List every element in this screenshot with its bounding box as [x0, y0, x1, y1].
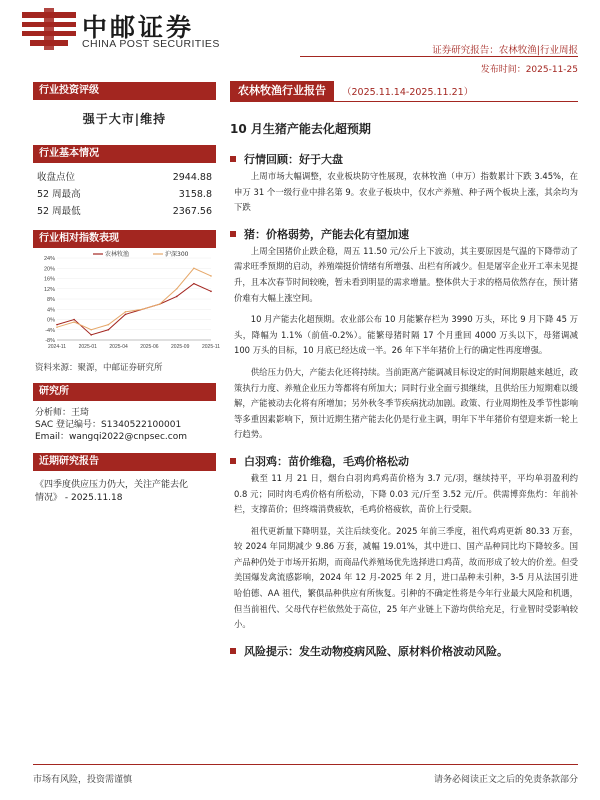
paragraph: 上周市场大幅调整，农业板块防守性展现，农林牧渔（申万）指数累计下跌 3.45%，在申万 31 个一级行业中排名第 9。农业子板块中，仅水产养殖、种子两个板块上涨，其余均为下跌 [234, 171, 578, 213]
section-bullet-icon [230, 458, 236, 464]
data-point [210, 275, 212, 277]
report-header [0, 0, 600, 80]
footer-disclaimer: 请务必阅读正文之后的免责条款部分 [433, 775, 578, 785]
x-tick-label: 2025-01 [78, 344, 97, 350]
document-title: 10 月生猪产能去化超预期 [230, 122, 371, 136]
section-risk [230, 643, 578, 659]
basics-row: 收盘点位 2944.88 [37, 172, 212, 183]
paragraph: 截至 11 月 21 日，烟台白羽肉鸡鸡苗价格为 3.7 元/羽，继续持平，平均单羽盈利约 0.8 元；同时肉毛鸡价格有所松动，下降 0.03 元/斤至 3.52 元/斤。供需博弈焦灼：年前补栏，支撑苗价；但终端消费疲软，毛鸡价格疲软，苗价上行受限。 [234, 472, 578, 515]
x-tick-label: 2025-06 [140, 344, 159, 350]
footer-risk-note: 市场有风险，投资需谨慎 [33, 775, 133, 785]
data-point [125, 314, 127, 316]
banner-date-range: （2025.11.14-2025.11.21） [342, 87, 474, 98]
x-tick-label: 2025-09 [171, 344, 190, 350]
section-heading: 风险提示：发生动物疫病风险、原材料价格波动风险。 [244, 644, 508, 658]
main-content [230, 82, 578, 659]
basics-row: 52 周最高 3158.8 [37, 189, 212, 200]
x-tick-label: 2025-11 [202, 344, 220, 350]
recent-heading: 近期研究报告 [33, 453, 216, 471]
data-point [176, 296, 178, 298]
section-hog [230, 226, 578, 443]
data-point [193, 267, 195, 269]
y-tick-label: -4% [45, 327, 55, 334]
y-tick-label: 8% [47, 297, 55, 303]
publish-date: 发布时间：2025-11-25 [480, 65, 578, 75]
brand-name-en: CHINA POST SECURITIES [82, 38, 220, 50]
data-point [159, 303, 161, 305]
section-bullet-icon [230, 156, 236, 162]
section-broiler [230, 453, 578, 633]
paragraph: 10 月产能去化超预期。农业部公布 10 月能繁存栏为 3990 万头，环比 9 月下降 45 万头，降幅为 1.1%（前值-0.2%）。能繁母猪时隔 17 个月重回 4000 万头以下，母猪调减 100 万头的目标，10 月底已经达成一半。26 年下半年猪价上行的确定性再度增强。 [234, 314, 578, 356]
basics-table [33, 169, 216, 220]
data-point [73, 319, 75, 321]
report-type: 证券研究报告：农林牧渔|行业周报 [432, 45, 578, 56]
analyst-name: 分析师：王琦 [35, 408, 90, 418]
data-point [210, 291, 212, 293]
sidebar [33, 82, 220, 505]
data-point [176, 288, 178, 290]
x-tick-label: 2024-11 [48, 344, 66, 350]
header-divider [300, 56, 578, 57]
data-point [108, 324, 110, 326]
industry-rating: 强于大市|维持 [82, 112, 167, 126]
report-banner [230, 82, 578, 102]
analyst-email[interactable]: Email：wangqi2022@cnpsec.com [35, 432, 188, 442]
data-point [73, 321, 75, 323]
data-point [108, 329, 110, 331]
rating-heading: 行业投资评级 [33, 82, 216, 100]
legend-label: 沪深300 [165, 251, 189, 258]
recent-report[interactable]: 《四季度供应压力仍大，关注产能去化 情况》 - 2025.11.18 [35, 480, 189, 503]
legend-label: 农林牧渔 [105, 251, 130, 258]
analyst-heading: 研究所 [33, 383, 216, 401]
basics-row: 52 周最低 2367.56 [37, 206, 212, 217]
section-market-review [230, 151, 578, 216]
analyst-info [33, 407, 216, 443]
data-point [56, 326, 58, 328]
paragraph: 供给压力仍大，产能去化还将持续。当前距离产能调减目标设定的时间期限越来越近，政策执行力度、养殖企业压力等都将有所加大；同时行业全面亏损继续，且供给压力短期难以缓解，产能被动去化将有所增加；另外秋冬季节疾病扰动加剧。政策、行业周期性及季节性影响等多重因素影响下，预计近期生猪产能去化仍是行业主调，明年下半年猪价有望迎来新一轮上行趋势。 [234, 366, 578, 440]
analyst-sac: SAC 登记编号：S1340522100001 [35, 420, 182, 430]
data-point [142, 308, 144, 310]
section-heading: 猪：价格弱势，产能去化有望加速 [244, 227, 409, 241]
section-bullet-icon [230, 231, 236, 237]
relative-index-chart-svg [33, 248, 220, 353]
banner-title: 农林牧渔行业报告 [230, 81, 334, 101]
y-tick-label: 24% [43, 256, 55, 262]
chart-source: 资料来源：聚源，中邮证券研究所 [35, 363, 163, 373]
y-tick-label: 4% [47, 307, 55, 314]
china-post-logo-icon [22, 8, 76, 50]
data-point [125, 311, 127, 313]
chart-heading: 行业相对指数表现 [33, 230, 216, 248]
section-heading: 白羽鸡：苗价维稳，毛鸡价格松动 [244, 454, 409, 468]
brand-name: 中邮证券 [82, 13, 195, 42]
report-footer [0, 764, 600, 800]
y-tick-label: -8% [45, 338, 55, 344]
section-bullet-icon [230, 648, 236, 654]
data-point [90, 334, 92, 336]
paragraph: 祖代更新量下降明显，关注后续变化。2025 年前三季度，祖代鸡鸡更新 80.33 万套，较 2024 年同期减少 9.86 万套，减幅 19.01%，其中进口、国产品种同比均下降较多。国产品种仍处于市场开拓期，而商品代养殖场优先选择进口鸡苗，故而形成了较大的价差。但受美国爆发禽流感影响，2024 年 12 月-2025 年 2 月，进口品种未引种，3-5 月从法国引进哈伯德、AA 祖代，繁俱品种供应有所恢复。引种的不确定性将是今年行业最大风险和机遇，但当前祖代、父母代存栏依然处于高位，25 年产业链上下游均供给充足，行业智时受影响较小。 [234, 525, 578, 630]
footer-divider [33, 764, 578, 765]
y-tick-label: 16% [43, 276, 55, 283]
data-point [90, 329, 92, 331]
basics-heading: 行业基本情况 [33, 145, 216, 163]
data-point [193, 283, 195, 285]
y-tick-label: 20% [43, 266, 55, 273]
y-tick-label: 0% [47, 317, 55, 324]
paragraph: 上周全国猪价止跌企稳，周五 11.50 元/公斤上下波动，其主要原因是气温的下降带动了需求旺季预期的启动，养殖端挺价情绪有所增强、出栏有所减少。但是屠宰企业开工率未见提升，且本次春节时间较晚，暂未看到明显的需求增量。整体供大于求的格局依然存在，预计猪价难有大幅上涨空间。 [234, 245, 578, 303]
relative-index-chart [33, 248, 220, 353]
y-tick-label: 12% [43, 286, 55, 293]
data-point [56, 324, 58, 326]
section-heading: 行情回顾：好于大盘 [244, 153, 343, 166]
x-tick-label: 2025-04 [109, 344, 128, 350]
